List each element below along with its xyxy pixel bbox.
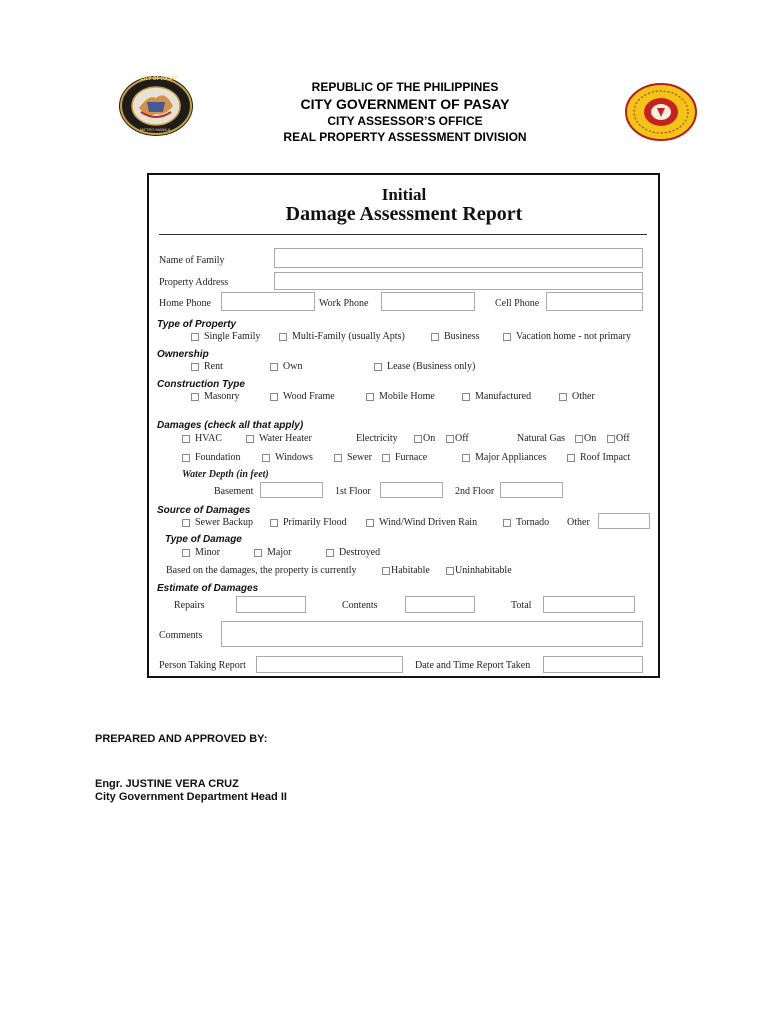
electricity-off-checkbox[interactable]: Off: [446, 433, 469, 444]
cell-phone-field[interactable]: [546, 292, 643, 311]
second-floor-field[interactable]: [500, 482, 563, 498]
comments-field[interactable]: [221, 621, 643, 647]
name-of-family-label: Name of Family: [159, 255, 225, 266]
furnace-checkbox[interactable]: Furnace: [382, 452, 427, 463]
vacation-home-checkbox[interactable]: Vacation home - not primary: [503, 331, 631, 342]
type-of-property-heading: Type of Property: [157, 319, 237, 330]
signatory-name: Engr. JUSTINE VERA CRUZ: [95, 778, 239, 790]
lease-checkbox[interactable]: Lease (Business only): [374, 361, 475, 372]
water-depth-label: Water Depth (in feet): [182, 469, 269, 480]
foundation-checkbox[interactable]: Foundation: [182, 452, 241, 463]
total-field[interactable]: [543, 596, 635, 613]
basement-label: Basement: [214, 486, 254, 497]
major-appliances-checkbox[interactable]: Major Appliances: [462, 452, 546, 463]
header-assessor-office: CITY ASSESSOR’S OFFICE: [327, 114, 483, 128]
property-address-label: Property Address: [159, 277, 229, 288]
damages-heading: Damages (check all that apply): [157, 420, 304, 431]
form-title-initial: Initial: [381, 185, 427, 204]
single-family-checkbox[interactable]: Single Family: [191, 331, 260, 342]
total-label: Total: [511, 600, 532, 611]
gas-off-checkbox[interactable]: Off: [607, 433, 630, 444]
manufactured-checkbox[interactable]: Manufactured: [462, 391, 531, 402]
source-other-label: Other: [567, 517, 590, 528]
person-taking-report-label: Person Taking Report: [159, 660, 246, 671]
title-divider: [159, 234, 647, 235]
date-time-label: Date and Time Report Taken: [415, 660, 531, 671]
minor-checkbox[interactable]: Minor: [182, 547, 220, 558]
comments-label: Comments: [159, 630, 203, 641]
gas-on-checkbox[interactable]: On: [575, 433, 596, 444]
work-phone-label: Work Phone: [319, 298, 369, 309]
name-of-family-field[interactable]: [274, 248, 643, 268]
work-phone-field[interactable]: [381, 292, 475, 311]
habitable-checkbox[interactable]: Habitable: [382, 565, 430, 576]
home-phone-field[interactable]: [221, 292, 315, 311]
header-republic: REPUBLIC OF THE PHILIPPINES: [311, 80, 499, 94]
signatory-position: City Government Department Head II: [95, 791, 287, 803]
ownership-heading: Ownership: [157, 349, 209, 360]
multi-family-checkbox[interactable]: Multi-Family (usually Apts): [279, 331, 405, 342]
cell-phone-label: Cell Phone: [495, 298, 540, 309]
contents-field[interactable]: [405, 596, 475, 613]
header-city-government: CITY GOVERNMENT OF PASAY: [300, 96, 510, 112]
major-checkbox[interactable]: Major: [254, 547, 291, 558]
prepared-approved-label: PREPARED AND APPROVED BY:: [95, 733, 268, 745]
sewer-backup-checkbox[interactable]: Sewer Backup: [182, 517, 253, 528]
person-taking-report-field[interactable]: [256, 656, 403, 673]
own-checkbox[interactable]: Own: [270, 361, 302, 372]
first-floor-field[interactable]: [380, 482, 443, 498]
estimate-heading: Estimate of Damages: [157, 583, 259, 594]
form-title: Damage Assessment Report: [285, 203, 523, 225]
hvac-checkbox[interactable]: HVAC: [182, 433, 222, 444]
uninhabitable-checkbox[interactable]: Uninhabitable: [446, 565, 512, 576]
property-status-text: Based on the damages, the property is currently: [166, 565, 357, 576]
source-of-damages-heading: Source of Damages: [157, 505, 251, 516]
first-floor-label: 1st Floor: [335, 486, 371, 497]
repairs-label: Repairs: [174, 600, 205, 611]
tornado-checkbox[interactable]: Tornado: [503, 517, 549, 528]
sewer-checkbox[interactable]: Sewer: [334, 452, 372, 463]
wind-rain-checkbox[interactable]: Wind/Wind Driven Rain: [366, 517, 477, 528]
construction-type-heading: Construction Type: [157, 379, 245, 390]
primarily-flood-checkbox[interactable]: Primarily Flood: [270, 517, 347, 528]
roof-impact-checkbox[interactable]: Roof Impact: [567, 452, 630, 463]
seal-top-text: CITY OF PASAY: [140, 76, 178, 82]
rent-checkbox[interactable]: Rent: [191, 361, 223, 372]
home-phone-label: Home Phone: [159, 298, 211, 309]
windows-checkbox[interactable]: Windows: [262, 452, 313, 463]
source-other-field[interactable]: [598, 513, 650, 529]
header-division: REAL PROPERTY ASSESSMENT DIVISION: [283, 130, 527, 144]
electricity-on-checkbox[interactable]: On: [414, 433, 435, 444]
destroyed-checkbox[interactable]: Destroyed: [326, 547, 380, 558]
wood-frame-checkbox[interactable]: Wood Frame: [270, 391, 335, 402]
repairs-field[interactable]: [236, 596, 306, 613]
date-time-field[interactable]: [543, 656, 643, 673]
seal-bottom-text: METRO MANILA: [140, 127, 171, 132]
business-checkbox[interactable]: Business: [431, 331, 480, 342]
other-construction-checkbox[interactable]: Other: [559, 391, 595, 402]
mobile-home-checkbox[interactable]: Mobile Home: [366, 391, 435, 402]
electricity-label: Electricity: [356, 433, 398, 444]
damage-assessment-form: [147, 173, 660, 678]
water-heater-checkbox[interactable]: Water Heater: [246, 433, 312, 444]
masonry-checkbox[interactable]: Masonry: [191, 391, 240, 402]
type-of-damage-heading: Type of Damage: [165, 534, 242, 545]
basement-field[interactable]: [260, 482, 323, 498]
property-address-field[interactable]: [274, 272, 643, 290]
contents-label: Contents: [342, 600, 378, 611]
natural-gas-label: Natural Gas: [517, 433, 566, 444]
second-floor-label: 2nd Floor: [455, 486, 495, 497]
